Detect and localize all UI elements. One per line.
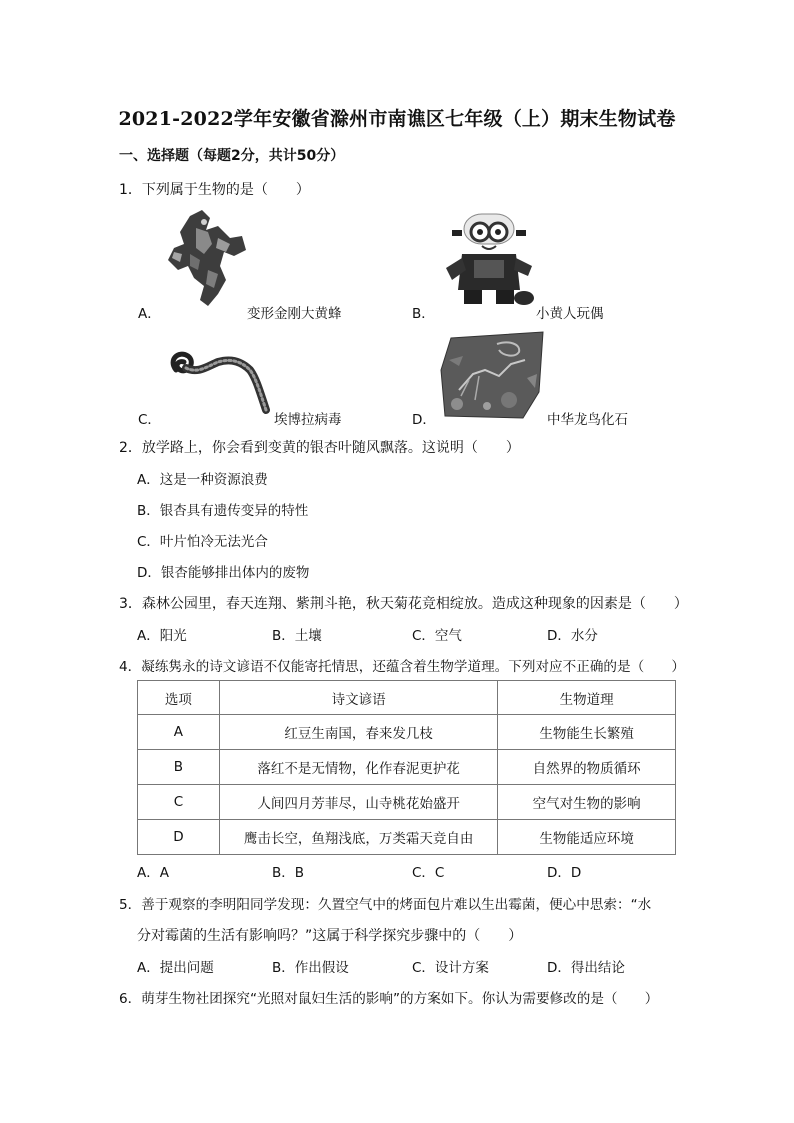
table-cell-principle: 空气对生物的影响: [498, 785, 676, 820]
table-row: [138, 820, 676, 855]
q1-option-c-letter: C．: [138, 412, 161, 428]
table-cell-poem: 红豆生南国，春来发几枝: [219, 715, 497, 750]
q1-option-c-caption: 埃博拉病毒: [274, 412, 342, 428]
q2-option-d: D．银杏能够排出体内的废物: [137, 565, 310, 581]
exam-title: 2021-2022学年安徽省滁州市南谯区七年级（上）期末生物试卷: [118, 108, 676, 130]
q2-option-b: B．银杏具有遗传变异的特性: [137, 503, 309, 519]
q1-option-d-caption: 中华龙鸟化石: [547, 412, 628, 428]
table-cell-poem: 落红不是无情物，化作春泥更护花: [219, 750, 497, 785]
question-5-stem-line1: 5．善于观察的李明阳同学发现：久置空气中的烤面包片难以生出霉菌，便心中思索：“水: [119, 897, 652, 913]
transformer-robot-image: [160, 208, 250, 310]
q4-option-c: C．C: [412, 865, 445, 881]
table-header-option: 选项: [138, 681, 220, 715]
table-cell-option: B: [138, 750, 220, 785]
table-header-row: [138, 681, 676, 715]
table-row: [138, 715, 676, 750]
sinosauropteryx-fossil-image: [439, 330, 547, 420]
section-heading: 一、选择题（每题2分，共计50分）: [119, 148, 345, 164]
question-4-stem: 4．凝练隽永的诗文谚语不仅能寄托情思，还蕴含着生物学道理。下列对应不正确的是（ ）: [119, 659, 685, 675]
table-cell-principle: 生物能生长繁殖: [498, 715, 676, 750]
table-cell-option: D: [138, 820, 220, 855]
q3-option-d: D．水分: [547, 628, 598, 644]
table-header-poem: 诗文谚语: [219, 681, 497, 715]
q4-option-d: D．D: [547, 865, 582, 881]
q5-option-b: B．作出假设: [272, 960, 349, 976]
question-6-stem: 6．萌芽生物社团探究“光照对鼠妇生活的影响”的方案如下。你认为需要修改的是（ ）: [119, 991, 659, 1007]
poem-table: [137, 680, 676, 855]
table-cell-poem: 人间四月芳菲尽，山寺桃花始盛开: [219, 785, 497, 820]
q5-option-a: A．提出问题: [137, 960, 214, 976]
q2-option-c: C．叶片怕冷无法光合: [137, 534, 268, 550]
question-2-stem: 2．放学路上，你会看到变黄的银杏叶随风飘落。这说明（ ）: [119, 440, 520, 456]
q1-option-d-letter: D．: [412, 412, 436, 428]
table-cell-option: A: [138, 715, 220, 750]
ebola-virus-image: [164, 344, 272, 416]
q1-option-b-caption: 小黄人玩偶: [536, 306, 604, 322]
table-row: [138, 750, 676, 785]
minion-toy-image: [440, 210, 536, 310]
question-1-stem: 1．下列属于生物的是（ ）: [119, 182, 310, 198]
q1-option-b-letter: B．: [412, 306, 435, 322]
question-5-stem-line2: 分对霉菌的生活有影响吗？”这属于科学探究步骤中的（ ）: [137, 928, 523, 944]
q1-option-a-letter: A．: [138, 306, 161, 322]
table-cell-poem: 鹰击长空，鱼翔浅底，万类霜天竞自由: [219, 820, 497, 855]
q4-option-b: B．B: [272, 865, 305, 881]
question-3-stem: 3．森林公园里，春天连翔、紫荆斗艳，秋天菊花竞相绽放。造成这种现象的因素是（ ）: [119, 596, 688, 612]
table-cell-principle: 自然界的物质循环: [498, 750, 676, 785]
table-cell-principle: 生物能适应环境: [498, 820, 676, 855]
q3-option-c: C．空气: [412, 628, 462, 644]
q1-option-a-caption: 变形金刚大黄蜂: [247, 306, 342, 322]
table-row: [138, 785, 676, 820]
q3-option-b: B．土壤: [272, 628, 322, 644]
table-cell-option: C: [138, 785, 220, 820]
q2-option-a: A．这是一种资源浪费: [137, 472, 268, 488]
q5-option-c: C．设计方案: [412, 960, 489, 976]
q4-option-a: A．A: [137, 865, 169, 881]
q5-option-d: D．得出结论: [547, 960, 625, 976]
q3-option-a: A．阳光: [137, 628, 187, 644]
table-header-principle: 生物道理: [498, 681, 676, 715]
